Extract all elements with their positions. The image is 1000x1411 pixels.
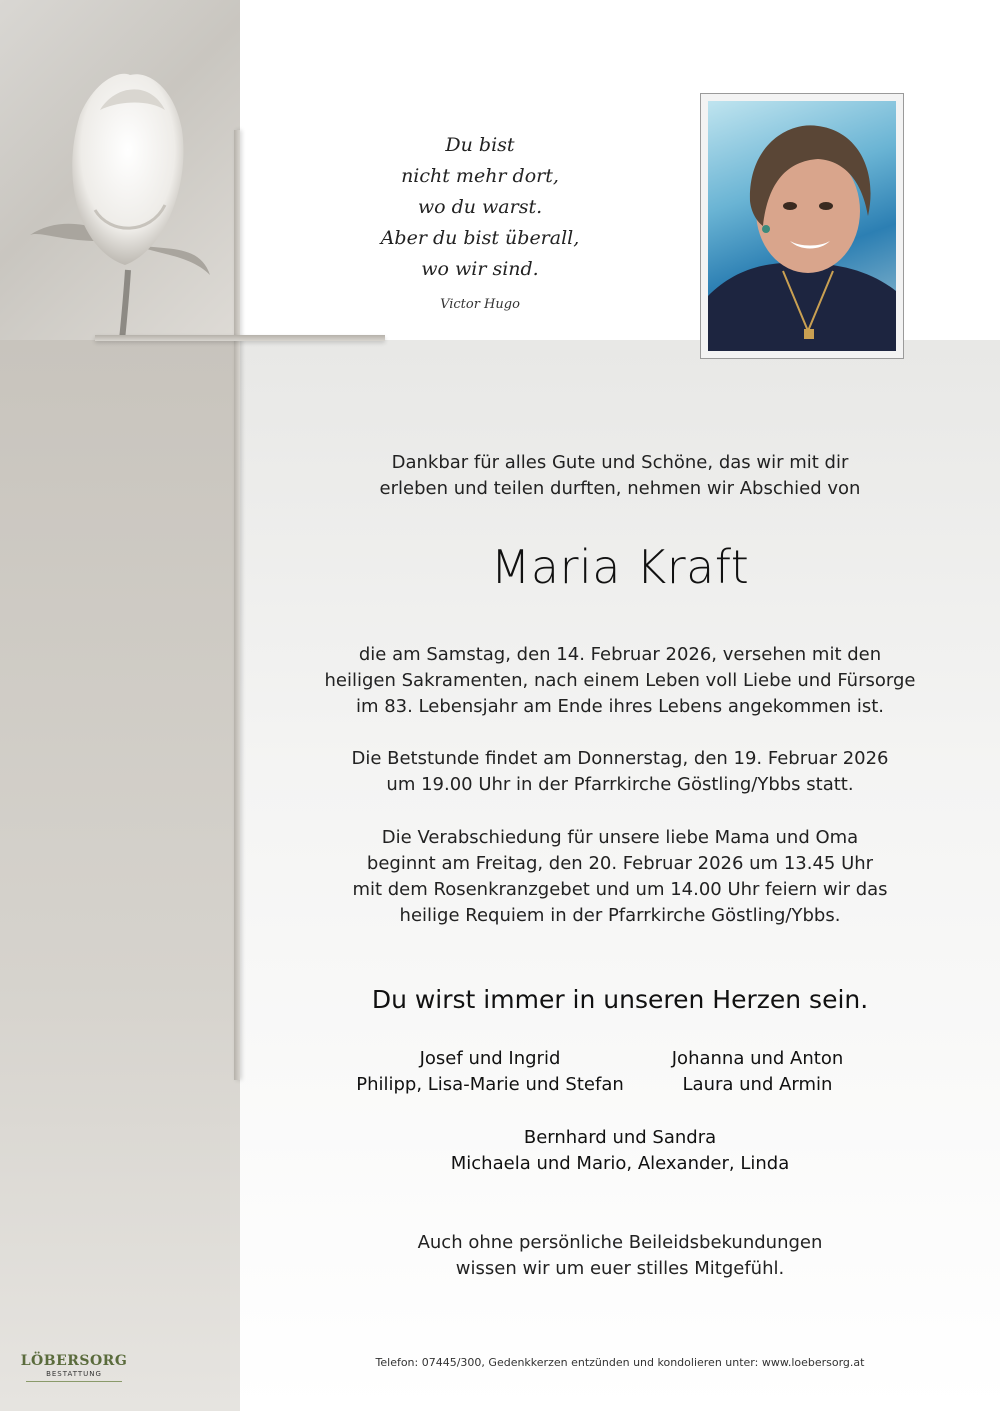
closing-line: wissen wir um euer stilles Mitgefühl. xyxy=(455,1258,785,1279)
quote-line: wo du warst. xyxy=(417,196,543,218)
closing-line: Auch ohne persönliche Beileidsbekundungen xyxy=(417,1232,823,1253)
logo-name: LÖBERSORG xyxy=(20,1353,128,1369)
quote-line: Aber du bist überall, xyxy=(380,227,580,249)
portrait-frame xyxy=(700,93,904,359)
family-group-center xyxy=(320,1125,920,1177)
quote-line: Du bist xyxy=(445,134,515,156)
farewell-line: Die Verabschiedung für unsere liebe Mama und Oma xyxy=(381,827,859,848)
deceased-name: Maria Kraft xyxy=(490,540,750,594)
decorative-band xyxy=(0,340,240,1411)
family-line: Laura und Armin xyxy=(682,1074,833,1095)
cross-vertical-bar xyxy=(234,130,240,1080)
family-line: Josef und Ingrid xyxy=(419,1048,561,1069)
logo-divider xyxy=(26,1381,122,1382)
death-notice xyxy=(320,642,920,720)
family-line: Johanna und Anton xyxy=(671,1048,844,1069)
death-notice-line: die am Samstag, den 14. Februar 2026, versehen mit den xyxy=(358,644,882,665)
death-notice-line: heiligen Sakramenten, nach einem Leben voll Liebe und Fürsorge xyxy=(324,670,916,691)
rose-image xyxy=(0,0,240,340)
prayer-line: um 19.00 Uhr in der Pfarrkirche Göstling/Ybbs statt. xyxy=(386,774,854,795)
family-line: Michaela und Mario, Alexander, Linda xyxy=(450,1153,790,1174)
intro-text xyxy=(330,450,910,502)
family-group-left xyxy=(340,1046,640,1098)
footer-contact: Telefon: 07445/300, Gedenkkerzen entzünden und kondolieren unter: www.loebersorg.at xyxy=(375,1356,865,1369)
prayer-notice xyxy=(320,746,920,798)
closing-text xyxy=(320,1230,920,1282)
quote-line: wo wir sind. xyxy=(421,258,539,280)
funeral-home-logo xyxy=(18,1353,130,1382)
cross-horizontal-bar xyxy=(95,335,385,341)
farewell-line: heilige Requiem in der Pfarrkirche Göstling/Ybbs. xyxy=(399,905,841,926)
family-group-right xyxy=(630,1046,885,1098)
motto: Du wirst immer in unseren Herzen sein. xyxy=(371,985,869,1014)
white-rose-icon xyxy=(0,0,240,340)
quote-line: nicht mehr dort, xyxy=(401,165,559,187)
family-line: Philipp, Lisa-Marie und Stefan xyxy=(356,1074,624,1095)
logo-subtitle: BESTATTUNG xyxy=(46,1370,102,1378)
farewell-notice xyxy=(320,825,920,929)
death-notice-line: im 83. Lebensjahr am Ende ihres Lebens angekommen ist. xyxy=(355,696,885,717)
farewell-line: mit dem Rosenkranzgebet und um 14.00 Uhr feiern wir das xyxy=(352,879,888,900)
family-line: Bernhard und Sandra xyxy=(523,1127,717,1148)
intro-line: erleben und teilen durften, nehmen wir Abschied von xyxy=(379,478,861,499)
farewell-line: beginnt am Freitag, den 20. Februar 2026 um 13.45 Uhr xyxy=(366,853,874,874)
quote-block xyxy=(380,130,580,320)
portrait-photo xyxy=(708,101,896,351)
intro-line: Dankbar für alles Gute und Schöne, das wir mit dir xyxy=(391,452,849,473)
prayer-line: Die Betstunde findet am Donnerstag, den 19. Februar 2026 xyxy=(351,748,889,769)
quote-author: Victor Hugo xyxy=(440,297,520,312)
